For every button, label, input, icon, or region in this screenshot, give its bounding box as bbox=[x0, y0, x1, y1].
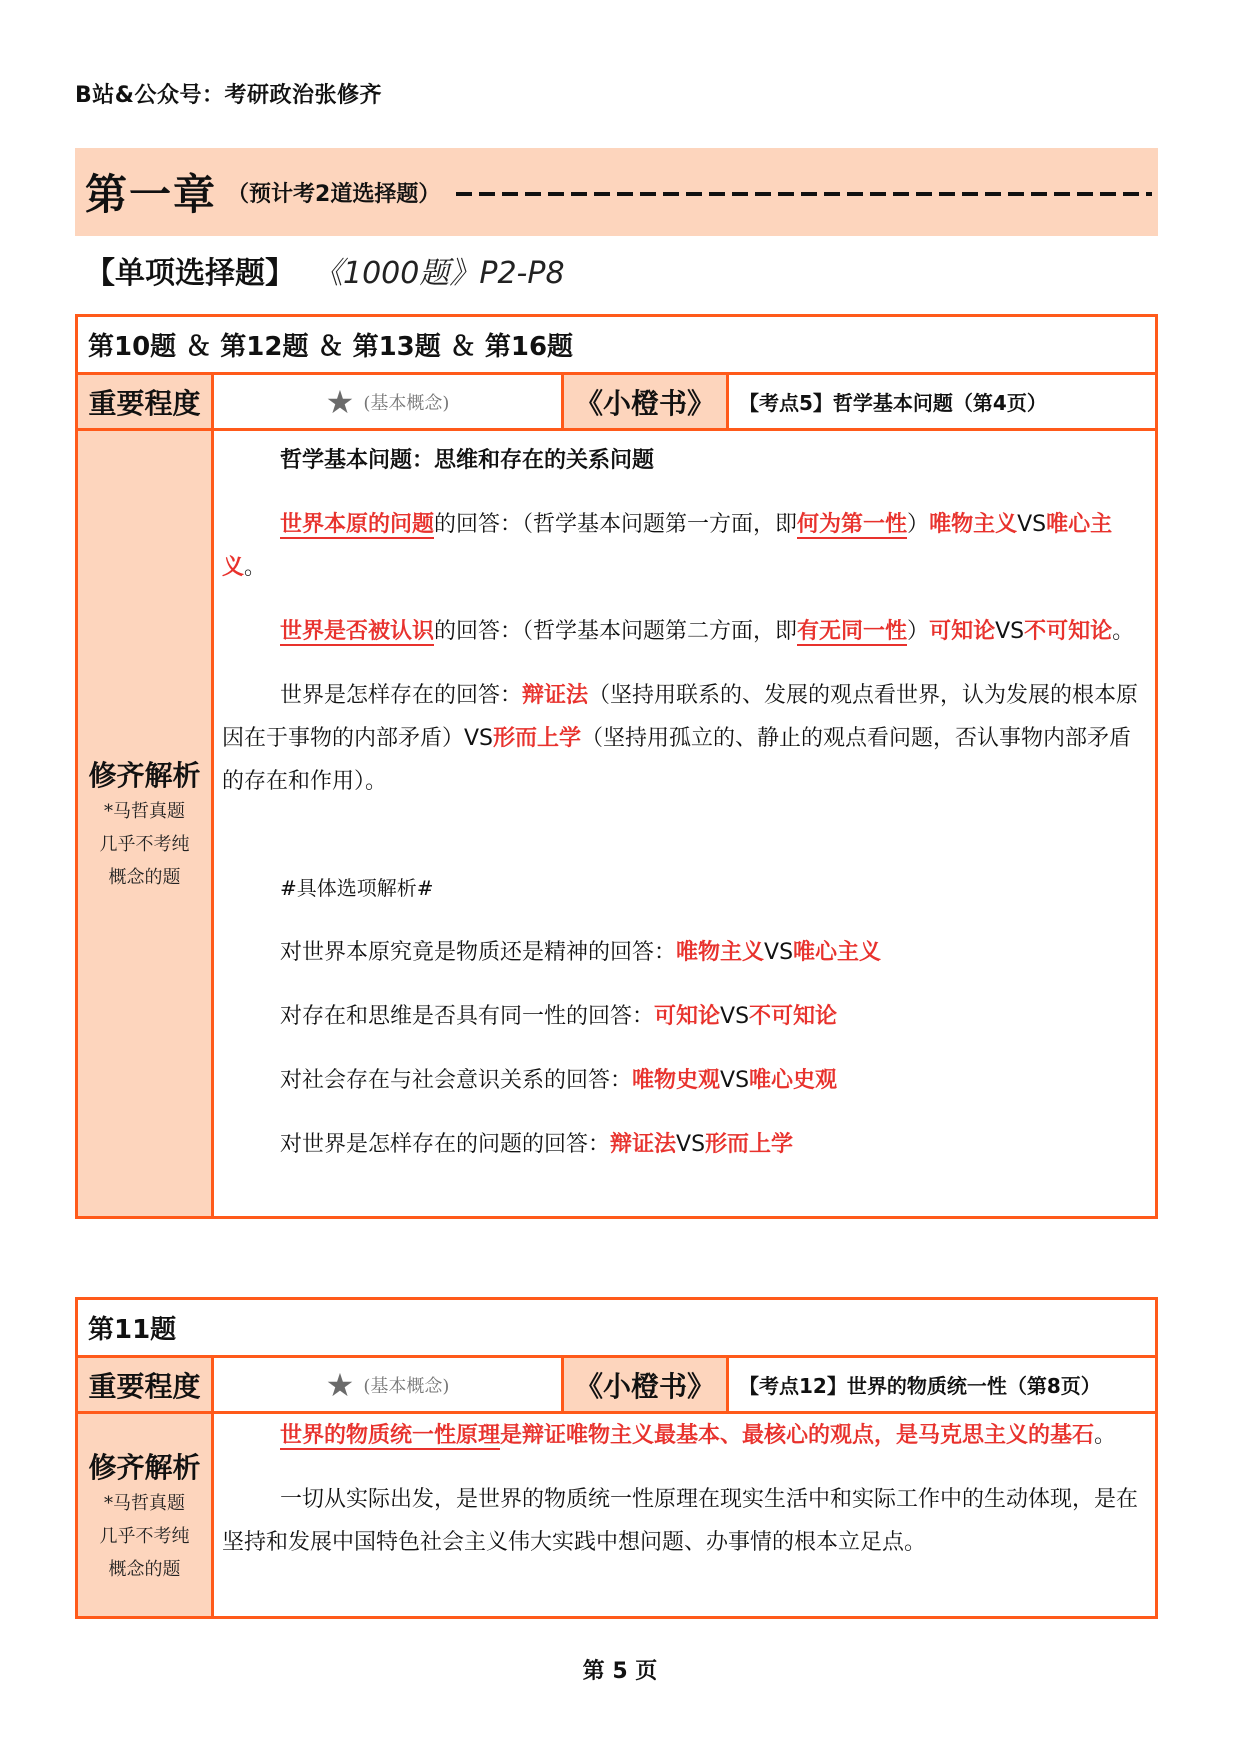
highlight-term: 可知论 bbox=[654, 1004, 721, 1029]
analysis-label-cell bbox=[77, 1413, 213, 1618]
options-heading: #具体选项解析# bbox=[280, 876, 434, 900]
text: VS bbox=[995, 619, 1025, 644]
source-header: B站&公众号：考研政治张修齐 bbox=[75, 83, 382, 108]
analysis-note-3: 概念的题 bbox=[108, 1558, 181, 1580]
highlight-term: 形而上学 bbox=[705, 1132, 794, 1157]
analysis-note-2: 几乎不考纯 bbox=[99, 1525, 190, 1547]
text: 对存在和思维是否具有同一性的回答： bbox=[280, 1004, 655, 1029]
text: 世界是怎样存在的回答： bbox=[280, 683, 523, 708]
text: （坚持用孤立的、静止的观点看问题，否认事物内部矛盾的存在和作用）。 bbox=[222, 726, 1132, 794]
text: （坚持用联系的、发展的观点看世界，认为发展的根本原因在于事物的内部矛盾）VS bbox=[222, 683, 1139, 751]
star-icon: ★ bbox=[325, 1365, 355, 1404]
star-icon: ★ bbox=[325, 382, 355, 421]
analysis-note-3: 概念的题 bbox=[108, 867, 181, 888]
paragraph-dialectics bbox=[222, 674, 1141, 803]
importance-tag: (基本概念) bbox=[363, 1375, 450, 1397]
text: ） bbox=[907, 619, 930, 644]
text: VS bbox=[720, 1004, 750, 1029]
highlight-term: 辩证法 bbox=[522, 683, 589, 708]
paragraph-principle bbox=[222, 1414, 1141, 1457]
text: VS bbox=[720, 1068, 750, 1093]
highlight-term: 形而上学 bbox=[493, 726, 582, 751]
analysis-note-1: *马哲真题 bbox=[104, 801, 185, 822]
question-title: 第11题 bbox=[77, 1299, 1157, 1357]
chapter-title: 第一章 bbox=[85, 170, 218, 219]
text: 对社会存在与社会意识关系的回答： bbox=[280, 1068, 633, 1093]
importance-value bbox=[213, 1357, 563, 1413]
highlight-term: 唯心主义 bbox=[222, 512, 1113, 580]
text: 。 bbox=[244, 555, 267, 580]
highlight-term: 唯物主义 bbox=[929, 512, 1018, 537]
chapter-subtitle: （预计考2道选择题） bbox=[227, 181, 441, 207]
highlight-term: 是辩证唯物主义最基本、最核心的观点，是马克思主义的基石 bbox=[500, 1423, 1095, 1448]
text: 。 bbox=[1094, 1423, 1117, 1448]
analysis-body bbox=[213, 1413, 1157, 1618]
importance-value bbox=[213, 374, 563, 430]
highlight-term: 世界本原的问题 bbox=[280, 512, 435, 537]
highlight-term: 世界的物质统一性原理 bbox=[280, 1423, 501, 1448]
question-table-2 bbox=[75, 1297, 1158, 1619]
option-line-2 bbox=[222, 995, 1141, 1038]
text: 对世界是怎样存在的问题的回答： bbox=[280, 1132, 611, 1157]
text: VS bbox=[1017, 512, 1047, 537]
dashed-divider bbox=[456, 192, 1152, 196]
text: 的回答：（哲学基本问题第一方面，即 bbox=[434, 512, 798, 537]
paragraph-heading: 哲学基本问题：思维和存在的关系问题 bbox=[280, 448, 655, 473]
text: VS bbox=[676, 1132, 706, 1157]
text: 对世界本原究竟是物质还是精神的回答： bbox=[280, 940, 677, 965]
importance-label: 重要程度 bbox=[77, 1357, 213, 1413]
analysis-label: 修齐解析 bbox=[88, 1450, 201, 1484]
importance-tag: (基本概念) bbox=[363, 392, 450, 414]
highlight-term: 可知论 bbox=[929, 619, 996, 644]
page-number: 第 5 页 bbox=[582, 1659, 658, 1684]
question-title: 第10题 ＆ 第12题 ＆ 第13题 ＆ 第16题 bbox=[77, 316, 1157, 374]
analysis-note-2: 几乎不考纯 bbox=[99, 834, 190, 855]
highlight-term: 辩证法 bbox=[610, 1132, 677, 1157]
analysis-label: 修齐解析 bbox=[88, 759, 201, 792]
paragraph-cognition bbox=[222, 610, 1141, 653]
highlight-term: 有无同一性 bbox=[797, 619, 908, 644]
highlight-term: 唯物史观 bbox=[632, 1068, 721, 1093]
highlight-term: 何为第一性 bbox=[797, 512, 908, 537]
highlight-term: 唯物主义 bbox=[676, 940, 765, 965]
text: ） bbox=[907, 512, 930, 537]
section-title bbox=[85, 248, 565, 292]
highlight-term: 唯心史观 bbox=[749, 1068, 838, 1093]
chapter-banner bbox=[75, 148, 1158, 236]
question-table-1 bbox=[75, 314, 1158, 1219]
section-reference: 《1000题》P2-P8 bbox=[313, 256, 565, 291]
highlight-term: 不可知论 bbox=[749, 1004, 838, 1029]
importance-label: 重要程度 bbox=[77, 374, 213, 430]
analysis-note-1: *马哲真题 bbox=[104, 1492, 185, 1514]
highlight-term: 不可知论 bbox=[1024, 619, 1113, 644]
book-label: 《小橙书》 bbox=[563, 374, 728, 430]
text: 的回答：（哲学基本问题第二方面，即 bbox=[434, 619, 798, 644]
book-label: 《小橙书》 bbox=[563, 1357, 728, 1413]
paragraph-practice: 一切从实际出发，是世界的物质统一性原理在现实生活中和实际工作中的生动体现，是在坚持和发展中国特色社会主义伟大实践中想问题、办事情的根本立足点。 bbox=[222, 1487, 1139, 1555]
keypoint: 【考点5】哲学基本问题（第4页） bbox=[728, 374, 1157, 430]
text: VS bbox=[764, 940, 794, 965]
section-type: 【单项选择题】 bbox=[85, 256, 295, 291]
paragraph-worldorigin bbox=[222, 503, 1141, 589]
option-line-1 bbox=[222, 931, 1141, 974]
analysis-label-cell bbox=[77, 430, 213, 1218]
analysis-body bbox=[213, 430, 1157, 1218]
option-line-3 bbox=[222, 1059, 1141, 1102]
keypoint: 【考点12】世界的物质统一性（第8页） bbox=[728, 1357, 1157, 1413]
highlight-term: 唯心主义 bbox=[793, 940, 882, 965]
option-line-4 bbox=[222, 1123, 1141, 1166]
text: 。 bbox=[1112, 619, 1135, 644]
highlight-term: 世界是否被认识 bbox=[280, 619, 435, 644]
